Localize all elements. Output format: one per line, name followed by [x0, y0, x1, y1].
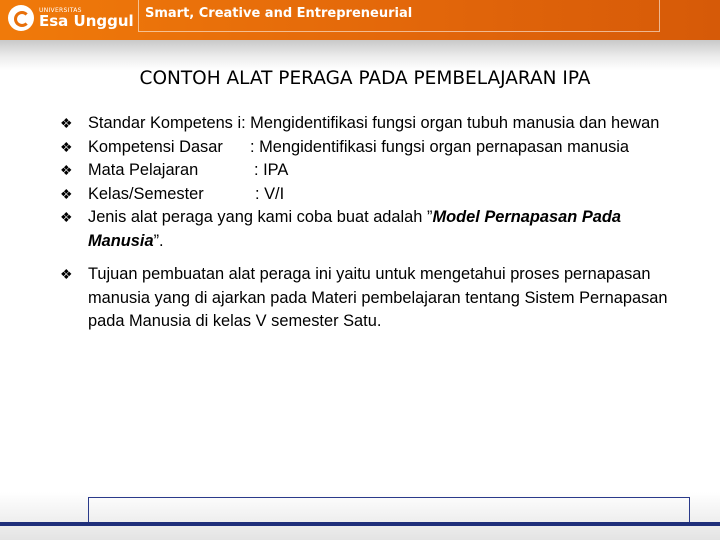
logo-mark-icon — [8, 5, 34, 31]
footer-frame-line — [88, 497, 690, 524]
list-item-kompetensi — [60, 136, 690, 160]
purpose-text: Tujuan pembuatan alat peraga ini yaitu untuk mengetahui proses pernapasan manusia yang di ajarkan pada Materi pembelajaran tentang Sistem Pernapasan pada Manusia di kelas V semester Satu. — [88, 265, 668, 330]
university-logo — [8, 3, 134, 33]
diamond-bullet-icon: ❖ — [60, 266, 73, 282]
diamond-bullet-icon: ❖ — [60, 162, 73, 178]
item-emphasis: Model Pernapasan Pada Manusia — [88, 208, 621, 250]
footer-band — [0, 492, 720, 540]
item-value: : IPA — [254, 161, 289, 179]
logo-small-text: UNIVERSITAS — [39, 6, 82, 14]
item-label: Standar Kompetens — [88, 114, 233, 132]
item-value: : V/I — [255, 184, 285, 203]
logo-name-text: Esa Unggul — [39, 11, 134, 30]
footer-navy-bar — [0, 522, 720, 526]
slide-content — [60, 112, 690, 334]
header-tagline: Smart, Creative and Entrepreneurial — [145, 6, 413, 21]
item-label: Mata Pelajaran — [88, 161, 199, 179]
diamond-bullet-icon: ❖ — [60, 115, 73, 131]
item-suffix: ”. — [153, 231, 164, 250]
diamond-bullet-icon: ❖ — [60, 138, 73, 155]
item-text: Jenis alat peraga yang kami coba buat adalah ” — [88, 208, 433, 226]
diamond-bullet-icon: ❖ — [60, 209, 73, 225]
list-item-tujuan — [60, 263, 690, 334]
list-item-standar — [60, 112, 690, 136]
item-value: : Mengidentifikasi fungsi organ pernapasan manusia — [250, 137, 630, 156]
list-item-jenis — [60, 206, 690, 253]
diamond-bullet-icon: ❖ — [60, 185, 73, 202]
header-gradient — [0, 40, 720, 70]
header-bar — [0, 0, 720, 40]
item-label: Kompetensi Dasar — [88, 137, 223, 156]
item-label: Kelas/Semester — [88, 184, 204, 203]
list-item-mapel — [60, 159, 690, 183]
list-item-kelas — [60, 183, 690, 207]
slide-title: CONTOH ALAT PERAGA PADA PEMBELAJARAN IPA — [139, 68, 591, 89]
item-value: i: Mengidentifikasi fungsi organ tubuh manusia dan hewan — [237, 114, 660, 132]
